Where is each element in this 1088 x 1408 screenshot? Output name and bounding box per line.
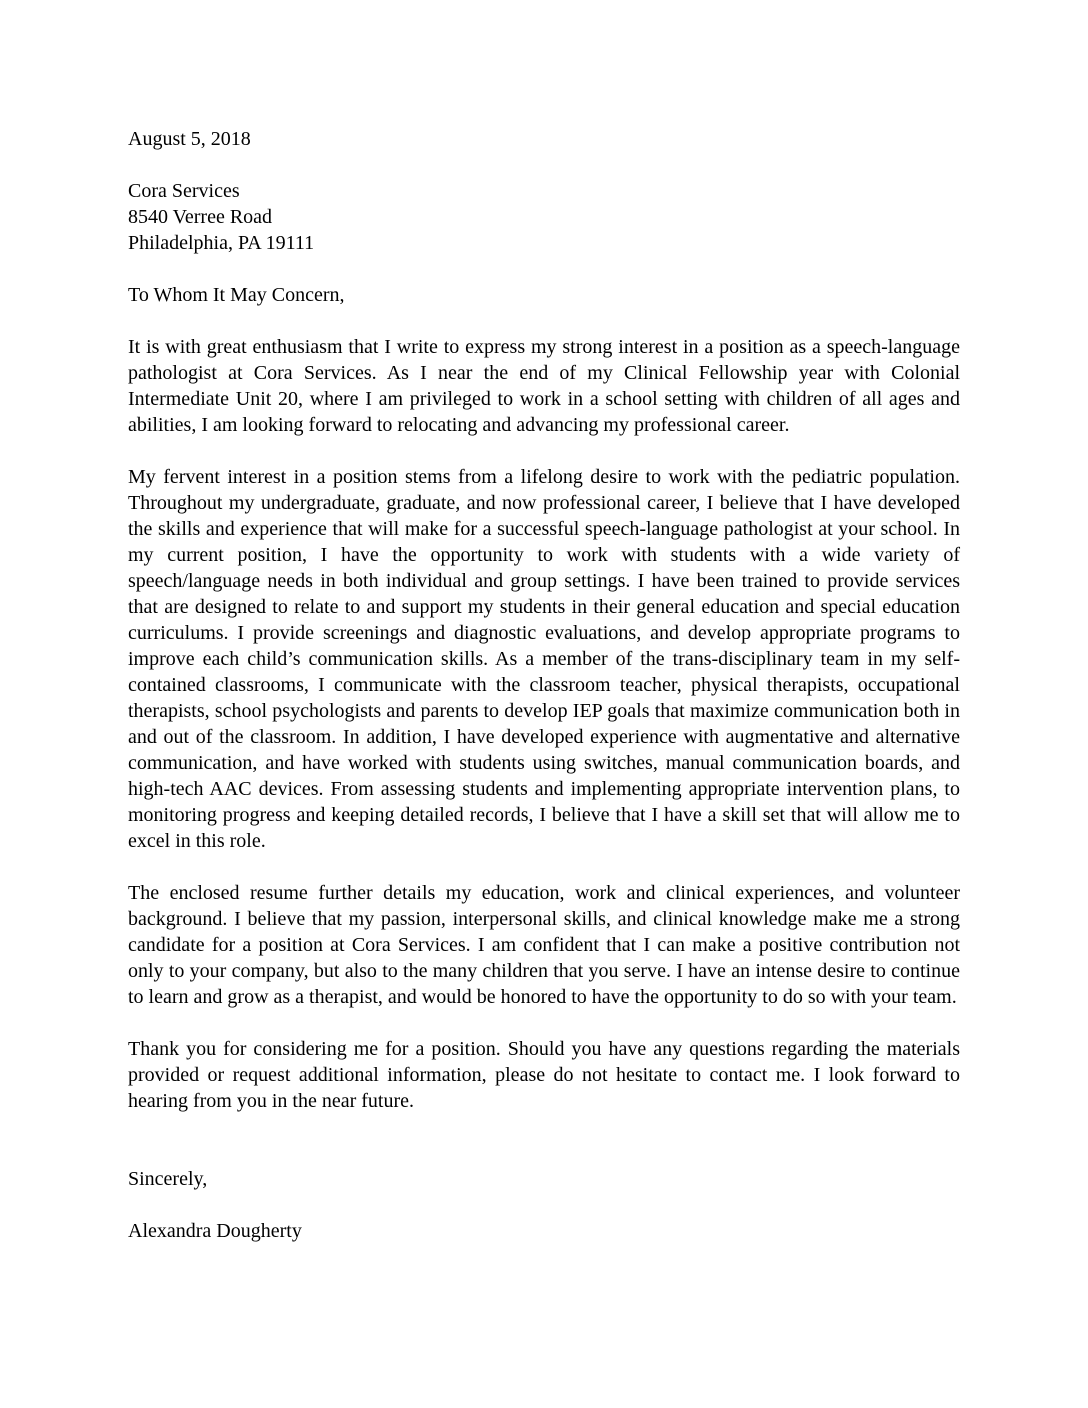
spacer [128,152,960,178]
closing-salutation: Sincerely, [128,1168,208,1190]
signature-name: Alexandra Dougherty [128,1220,302,1242]
spacer [128,256,960,282]
recipient-city-state-zip: Philadelphia, PA 19111 [128,232,315,254]
recipient-name: Cora Services [128,180,240,202]
salutation: To Whom It May Concern, [128,284,345,306]
closing-block [128,1166,960,1244]
letter-paragraph: Thank you for considering me for a position. Should you have any questions regarding the materials provided or request additional information, please do not hesitate to contact me. I look forward to hearing from you in the near future. [128,1038,960,1112]
recipient-address-block [128,178,960,256]
letter-paragraph: The enclosed resume further details my education, work and clinical experiences, and volunteer background. I believe that my passion, interpersonal skills, and clinical knowledge make me a strong candidate for a position at Cora Services. I am confident that I can make a positive contribution not only to your company, but also to the many children that you serve. I have an intense desire to continue to learn and grow as a therapist, and would be honored to have the opportunity to do so with your team. [128,882,960,1008]
letter-date: August 5, 2018 [128,128,251,150]
spacer [128,308,960,334]
recipient-street: 8540 Verree Road [128,206,273,228]
letter-paragraph: It is with great enthusiasm that I write to express my strong interest in a position as a speech-language pathologist at Cora Services. As I near the end of my Clinical Fellowship year with Colonial Intermediate Unit 20, where I am privileged to work in a school setting with children of all ages and abilities, I am looking forward to relocating and advancing my professional career. [128,336,960,436]
letter-paragraph: My fervent interest in a position stems from a lifelong desire to work with the pediatric population. Throughout my undergraduate, graduate, and now professional career, I believe that I have developed the skills and experience that will make for a successful speech-language pathologist at your school. In my current position, I have the opportunity to work with students with a wide variety of speech/language needs in both individual and group settings. I have been trained to provide services that are designed to relate to and support my students in their general education and special education curriculums. I provide screenings and diagnostic evaluations, and develop appropriate programs to improve each child’s communication skills. As a member of the trans-disciplinary team in my self-contained classrooms, I communicate with the classroom teacher, physical therapists, occupational therapists, school psychologists and parents to develop IEP goals that maximize communication both in and out of the classroom. In addition, I have developed experience with augmentative and alternative communication, and have worked with students using switches, manual communication boards, and high-tech AAC devices. From assessing students and implementing appropriate intervention plans, to monitoring progress and keeping detailed records, I believe that I have a skill set that will allow me to excel in this role. [128,466,960,852]
